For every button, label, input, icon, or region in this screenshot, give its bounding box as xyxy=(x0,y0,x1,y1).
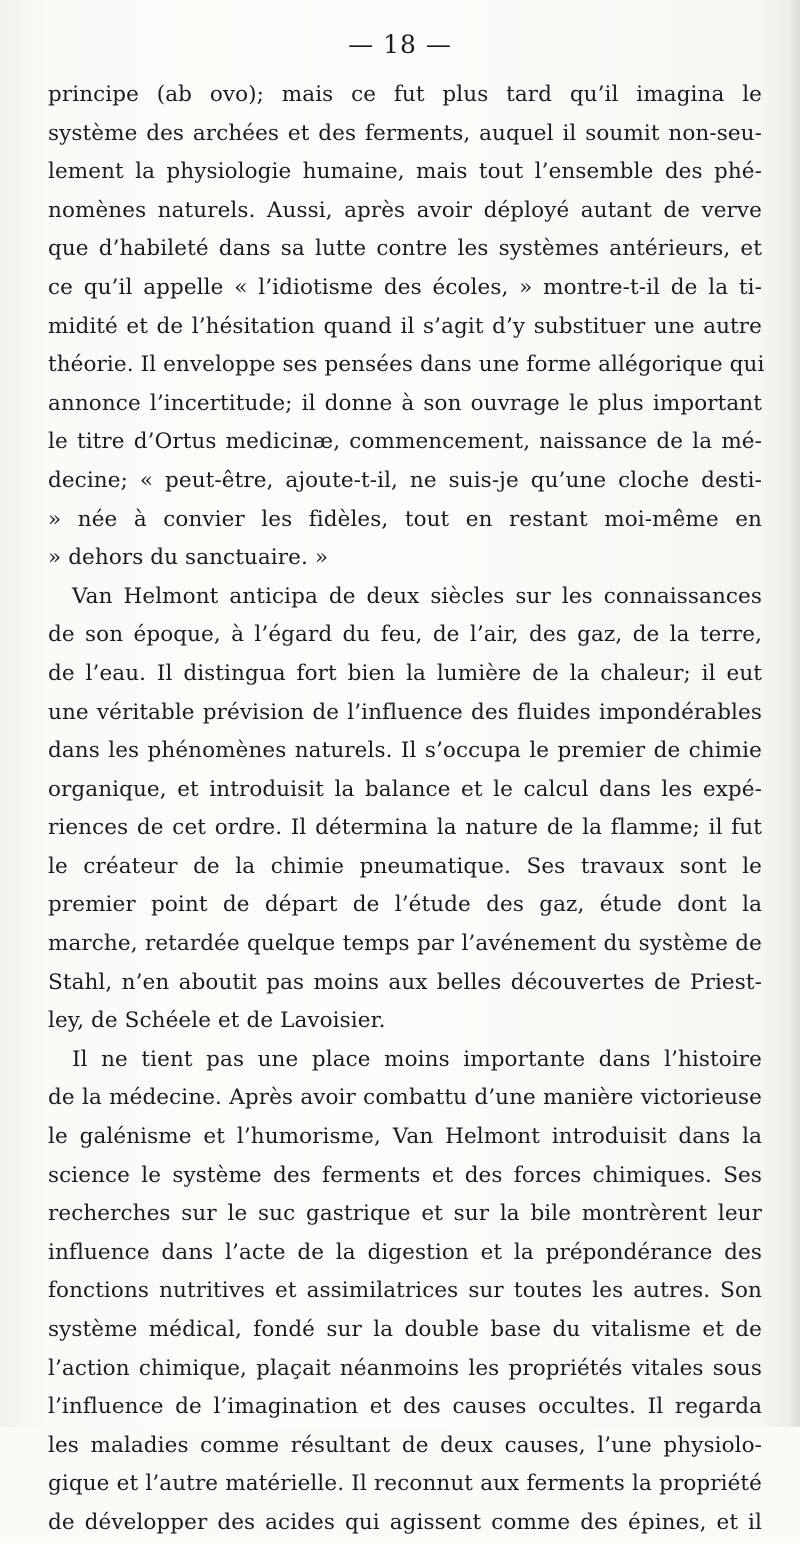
text-line: riences de cet ordre. Il détermina la nature de la flamme; il fut xyxy=(48,815,762,841)
text-line: Stahl, n’en aboutit pas moins aux belles découvertes de Priest- xyxy=(48,969,762,995)
text-line: science le système des ferments et des forces chimiques. Ses xyxy=(48,1162,762,1188)
text-line: le titre d’Ortus medicinæ, commencement, naissance de la mé- xyxy=(48,429,762,455)
text-line: nomènes naturels. Aussi, après avoir déployé autant de verve xyxy=(48,197,762,223)
text-line: le galénisme et l’humorisme, Van Helmont introduisit dans la xyxy=(48,1124,762,1150)
text-line: l’action chimique, plaçait néanmoins les propriétés vitales sous xyxy=(48,1355,762,1381)
text-line: decine; « peut-être, ajoute-t-il, ne suis-je qu’une cloche desti- xyxy=(48,467,762,493)
text-line: les maladies comme résultant de deux causes, l’une physiolo- xyxy=(48,1432,762,1458)
text-line: ley, de Schéele et de Lavoisier. xyxy=(48,1008,386,1034)
text-line: système médical, fondé sur la double base du vitalisme et de xyxy=(48,1317,762,1342)
text-line: marche, retardée quelque temps par l’avénement du système de xyxy=(48,931,762,957)
paragraph-start: Il ne tient pas une place moins importante dans l’histoire xyxy=(72,1046,762,1072)
text-line: principe (ab ovo); mais ce fut plus tard qu’il imagina le xyxy=(48,82,762,107)
body-text xyxy=(48,76,765,1543)
text-line: annonce l’incertitude; il donne à son ouvrage le plus important xyxy=(48,390,762,416)
text-line: » dehors du sanctuaire. » xyxy=(48,545,329,571)
paragraph-start: Van Helmont anticipa de deux siècles sur les connaissances xyxy=(72,583,762,609)
text-line: lement la physiologie humaine, mais tout l’ensemble des phé- xyxy=(48,159,762,185)
text-line: recherches sur le suc gastrique et sur la bile montrèrent leur xyxy=(48,1201,762,1227)
text-line: de son époque, à l’égard du feu, de l’air, des gaz, de la terre, xyxy=(48,622,762,648)
text-line: organique, et introduisit la balance et le calcul dans les expé- xyxy=(48,776,762,802)
text-line: le créateur de la chimie pneumatique. Ses travaux sont le xyxy=(48,853,762,879)
text-line: gique et l’autre matérielle. Il reconnut aux ferments la propriété xyxy=(48,1471,762,1497)
text-line: influence dans l’acte de la digestion et la prépondérance des xyxy=(48,1239,762,1265)
text-line: premier point de départ de l’étude des gaz, étude dont la xyxy=(48,892,762,918)
text-line: » née à convier les fidèles, tout en restant moi-même en xyxy=(48,506,762,532)
text-line: une véritable prévision de l’influence des fluides impondérables xyxy=(48,699,762,725)
text-line: théorie. Il enveloppe ses pensées dans une forme allégorique qui xyxy=(48,352,765,378)
text-line: de développer des acides qui agissent comme des épines, et il xyxy=(48,1509,762,1535)
text-line: ce qu’il appelle « l’idiotisme des écoles, » montre-t-il de la ti- xyxy=(48,274,762,300)
page-edge-shadow xyxy=(786,0,800,1427)
text-line: de la médecine. Après avoir combattu d’une manière victorieuse xyxy=(48,1085,762,1111)
page-number: — 18 — xyxy=(348,30,452,59)
text-line: l’influence de l’imagination et des causes occultes. Il regarda xyxy=(48,1394,762,1420)
text-line: de l’eau. Il distingua fort bien la lumière de la chaleur; il eut xyxy=(48,660,762,686)
text-line: midité et de l’hésitation quand il s’agit d’y substituer une autre xyxy=(48,313,762,339)
text-line: dans les phénomènes naturels. Il s’occupa le premier de chimie xyxy=(48,738,762,764)
text-line: système des archées et des ferments, auquel il soumit non-seu- xyxy=(48,120,762,146)
text-line: que d’habileté dans sa lutte contre les systèmes antérieurs, et xyxy=(48,236,762,262)
text-line: fonctions nutritives et assimilatrices sur toutes les autres. Son xyxy=(48,1278,762,1304)
